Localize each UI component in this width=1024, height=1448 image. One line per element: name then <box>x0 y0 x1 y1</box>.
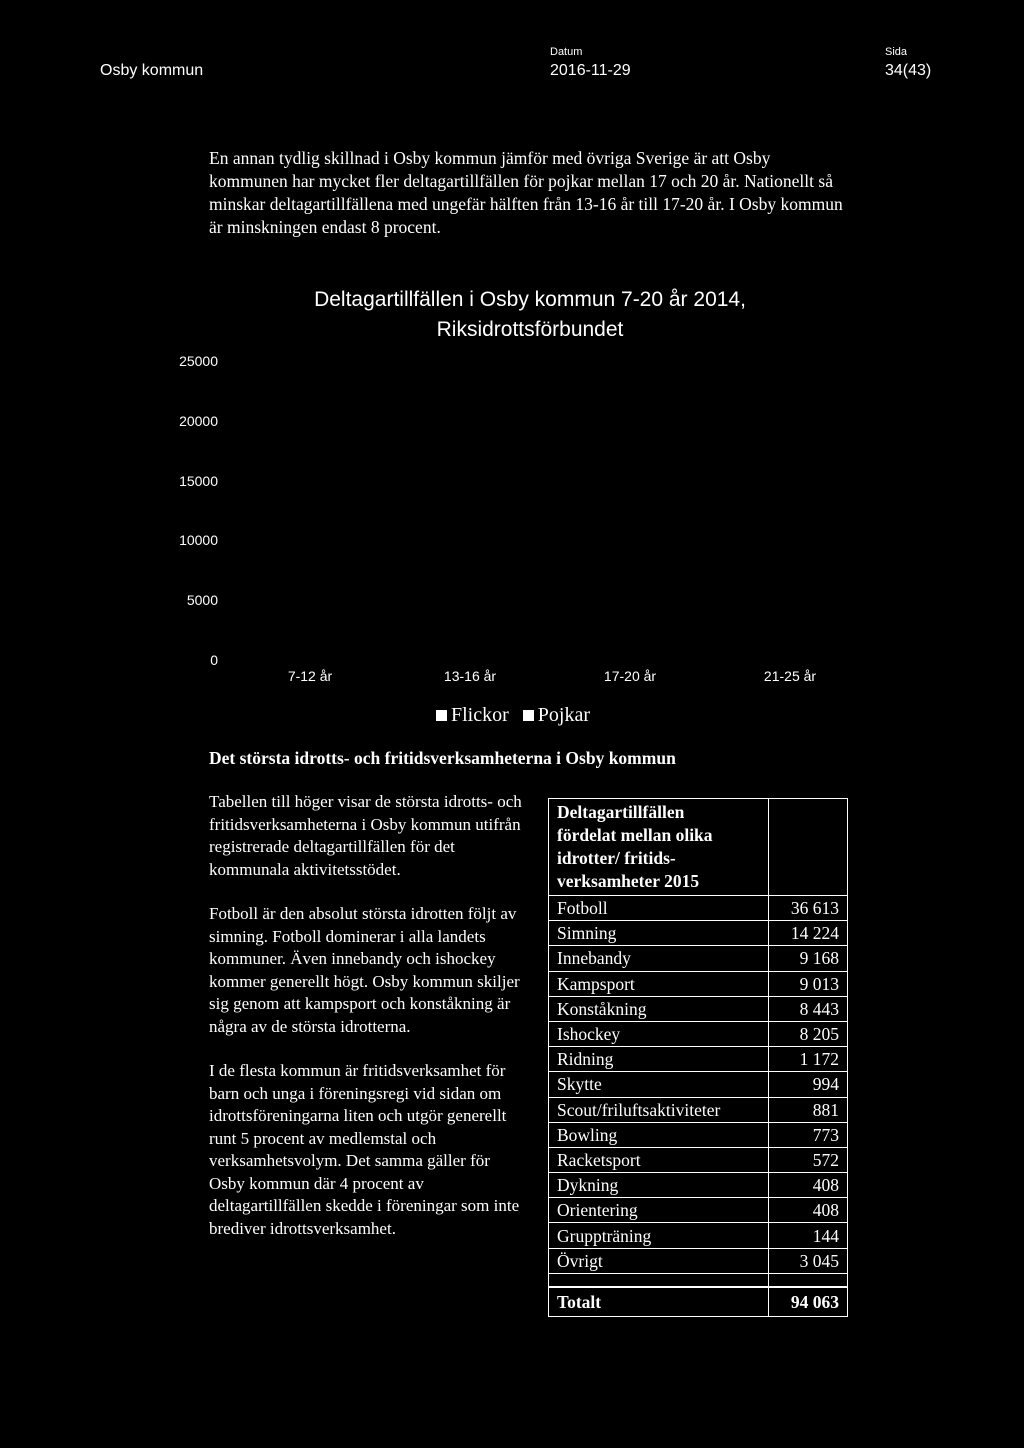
sport-value-cell: 36 613 <box>768 896 847 921</box>
sport-value-cell: 8 443 <box>768 996 847 1021</box>
table-header-line: verksamheter 2015 <box>557 871 700 891</box>
table-row <box>549 1047 848 1072</box>
sport-name-cell: Ishockey <box>549 1021 769 1046</box>
legend-label: Flickor <box>451 704 509 726</box>
left-column-text <box>209 791 529 1262</box>
header-page-number: 34(43) <box>885 62 932 79</box>
legend-label: Pojkar <box>537 704 590 726</box>
x-tick-label: 7-12 år <box>287 668 333 684</box>
sport-value-cell: 9 013 <box>768 971 847 996</box>
header-organization: Osby kommun <box>100 62 204 79</box>
table-header-line: Deltagartillfällen <box>557 802 685 822</box>
intro-paragraph: En annan tydlig skillnad i Osby kommun jämför med övriga Sverige är att Osby kommunen har mycket fler deltagartillfällen för pojkar mellan 17 och 20 år. Nationellt så minskar deltagartillfällena med ungefär hälften från 13-16 år till 17-20 år. I Osby kommun är minskningen endast 8 procent. <box>209 148 843 237</box>
legend-item <box>436 704 509 727</box>
sport-name-cell: Gruppträning <box>549 1223 769 1248</box>
sports-table <box>548 798 848 1317</box>
table-spacer-row <box>549 1273 848 1287</box>
sport-name-cell: Dykning <box>549 1173 769 1198</box>
table-row <box>549 1198 848 1223</box>
table-header-row <box>549 799 848 896</box>
chart-title: Deltagartillfällen i Osby kommun 7-20 år 2014, Riksidrottsförbundet <box>314 288 746 341</box>
table-row <box>549 896 848 921</box>
table-row <box>549 1122 848 1147</box>
sport-name-cell: Fotboll <box>549 896 769 921</box>
sport-name-cell: Skytte <box>549 1072 769 1097</box>
sport-value-cell: 144 <box>768 1223 847 1248</box>
sport-value-cell: 3 045 <box>768 1248 847 1273</box>
x-tick-label: 21-25 år <box>763 668 817 684</box>
sport-value-cell: 881 <box>768 1097 847 1122</box>
paragraph-leisure: I de flesta kommun är fritidsverksamhet för barn och unga i föreningsregi vid sidan om idrottsföreningarna liten och utgör generellt runt 5 procent av medlemstal och verksamhetsvolym. Det samma gäller för Osby kommun där 4 procent av deltagartillfällen skedde i föreningar som inte brediver idrottsverksamhet. <box>209 1061 520 1238</box>
chart-legend <box>436 704 590 727</box>
y-tick-label: 15000 <box>179 472 218 489</box>
sport-value-cell: 14 224 <box>768 921 847 946</box>
table-header-empty <box>768 799 847 896</box>
table-row <box>549 996 848 1021</box>
table-row <box>549 1097 848 1122</box>
x-tick-label: 17-20 år <box>603 668 657 684</box>
section-heading: Det största idrotts- och fritidsverksamheterna i Osby kommun <box>209 748 676 768</box>
y-tick-label: 25000 <box>179 353 218 369</box>
x-tick-label: 13-16 år <box>443 668 497 684</box>
header-date: 2016-11-29 <box>550 62 631 79</box>
y-tick-label: 20000 <box>179 412 218 429</box>
sport-name-cell: Innebandy <box>549 946 769 971</box>
table-row <box>549 1173 848 1198</box>
sport-value-cell: 994 <box>768 1072 847 1097</box>
legend-item <box>523 704 590 727</box>
sport-name-cell: Simning <box>549 921 769 946</box>
legend-swatch <box>523 710 534 721</box>
sport-value-cell: 773 <box>768 1122 847 1147</box>
table-row <box>549 1021 848 1046</box>
spacer-cell <box>549 1273 769 1287</box>
table-row <box>549 1147 848 1172</box>
sport-name-cell: Scout/friluftsaktiviteter <box>549 1097 769 1122</box>
sport-name-cell: Övrigt <box>549 1248 769 1273</box>
sport-value-cell: 8 205 <box>768 1021 847 1046</box>
header-page-label: Sida <box>885 46 908 58</box>
table-header-line: idrotter/ fritids- <box>557 848 676 868</box>
table-header-line: fördelat mellan olika <box>557 825 713 845</box>
sport-name-cell: Konståkning <box>549 996 769 1021</box>
sport-name-cell: Kampsport <box>549 971 769 996</box>
sport-value-cell: 9 168 <box>768 946 847 971</box>
spacer-cell <box>768 1273 847 1287</box>
y-tick-label: 0 <box>210 652 218 668</box>
y-tick-label: 5000 <box>186 592 218 609</box>
table-header-cell <box>549 799 769 896</box>
table-row <box>549 1072 848 1097</box>
sport-value-cell: 408 <box>768 1198 847 1223</box>
table-total-row <box>549 1287 848 1317</box>
sport-name-cell: Bowling <box>549 1122 769 1147</box>
y-tick-label: 10000 <box>179 532 218 549</box>
paragraph-football: Fotboll är den absolut största idrotten följt av simning. Fotboll dominerar i alla landets kommuner. Även innebandy och ishockey kommer generellt högt. Osby kommun skiljer sig genom att kampsport och konståkning är några av de största idrotterna. <box>209 904 520 1036</box>
paragraph-table-intro: Tabellen till höger visar de största idrotts- och fritidsverksamheterna i Osby kommun utifrån registrerade deltagartillfällen för det kommunala aktivitetsstödet. <box>209 792 522 879</box>
header-date-label: Datum <box>550 46 583 58</box>
legend-swatch <box>436 710 447 721</box>
total-value-cell: 94 063 <box>768 1287 847 1317</box>
sport-value-cell: 1 172 <box>768 1047 847 1072</box>
table-row <box>549 1248 848 1273</box>
table-row <box>549 971 848 996</box>
sport-name-cell: Racketsport <box>549 1147 769 1172</box>
sport-name-cell: Orientering <box>549 1198 769 1223</box>
table-row <box>549 921 848 946</box>
table-body <box>549 896 848 1317</box>
total-label-cell: Totalt <box>549 1287 769 1317</box>
table-row <box>549 946 848 971</box>
table-row <box>549 1223 848 1248</box>
sport-value-cell: 408 <box>768 1173 847 1198</box>
sport-name-cell: Ridning <box>549 1047 769 1072</box>
sport-value-cell: 572 <box>768 1147 847 1172</box>
